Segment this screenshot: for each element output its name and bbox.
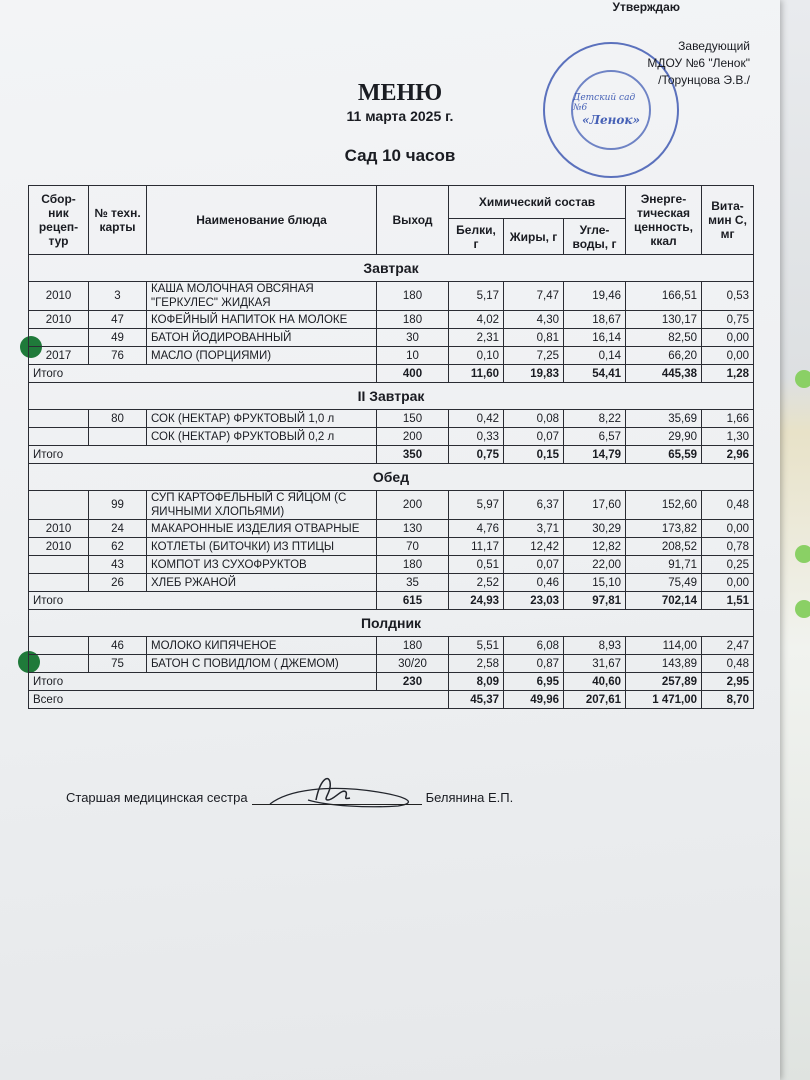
table-row <box>29 520 754 538</box>
total-energy: 257,89 <box>626 673 702 691</box>
cell-sbornik <box>29 574 89 592</box>
cell-output: 200 <box>377 491 449 520</box>
cell-carbs: 16,14 <box>564 329 626 347</box>
cell-tech-card: 62 <box>89 538 147 556</box>
signer-role: Старшая медицинская сестра <box>66 790 248 805</box>
total-energy: 65,59 <box>626 446 702 464</box>
cell-dish-name: КАША МОЛОЧНАЯ ОВСЯНАЯ "ГЕРКУЛЕС" ЖИДКАЯ <box>147 282 377 311</box>
table-row <box>29 428 754 446</box>
table-row <box>29 282 754 311</box>
cell-sbornik <box>29 329 89 347</box>
cell-fat: 7,47 <box>504 282 564 311</box>
cell-energy: 66,20 <box>626 347 702 365</box>
total-label: Итого <box>29 673 377 691</box>
table-row <box>29 347 754 365</box>
cell-protein: 4,76 <box>449 520 504 538</box>
cell-tech-card: 76 <box>89 347 147 365</box>
grand-total-row <box>29 691 754 709</box>
cell-fat: 0,46 <box>504 574 564 592</box>
cell-sbornik: 2010 <box>29 538 89 556</box>
grand-total-fat: 49,96 <box>504 691 564 709</box>
total-energy: 702,14 <box>626 592 702 610</box>
cell-protein: 2,58 <box>449 655 504 673</box>
total-fat: 0,15 <box>504 446 564 464</box>
cell-carbs: 8,22 <box>564 410 626 428</box>
col-vitamin: Вита-мин С, мг <box>702 186 754 255</box>
cell-protein: 0,51 <box>449 556 504 574</box>
cell-energy: 82,50 <box>626 329 702 347</box>
cell-tech-card: 46 <box>89 637 147 655</box>
cell-sbornik <box>29 655 89 673</box>
cell-tech-card: 3 <box>89 282 147 311</box>
cell-carbs: 18,67 <box>564 311 626 329</box>
cell-protein: 5,51 <box>449 637 504 655</box>
cell-dish-name: БАТОН С ПОВИДЛОМ ( ДЖЕМОМ) <box>147 655 377 673</box>
cell-energy: 29,90 <box>626 428 702 446</box>
cell-dish-name: СУП КАРТОФЕЛЬНЫЙ С ЯЙЦОМ (С ЯИЧНЫМИ ХЛОПЬЯМИ) <box>147 491 377 520</box>
cell-energy: 166,51 <box>626 282 702 311</box>
stamp-line-2: «Ленок» <box>581 113 641 127</box>
cell-vitamin: 0,00 <box>702 574 754 592</box>
cell-output: 35 <box>377 574 449 592</box>
total-output: 615 <box>377 592 449 610</box>
table-body <box>29 255 754 709</box>
cell-energy: 152,60 <box>626 491 702 520</box>
total-carbs: 54,41 <box>564 365 626 383</box>
cell-carbs: 15,10 <box>564 574 626 592</box>
total-row <box>29 592 754 610</box>
section-header <box>29 255 754 282</box>
cell-vitamin: 0,48 <box>702 655 754 673</box>
cell-carbs: 0,14 <box>564 347 626 365</box>
table-header <box>29 186 754 255</box>
cell-fat: 0,08 <box>504 410 564 428</box>
cell-sbornik <box>29 410 89 428</box>
cell-sbornik <box>29 637 89 655</box>
approver-name: /Торунцова Э.В./ <box>658 73 750 87</box>
cell-vitamin: 0,53 <box>702 282 754 311</box>
total-protein: 0,75 <box>449 446 504 464</box>
total-carbs: 14,79 <box>564 446 626 464</box>
col-fat: Жиры, г <box>504 219 564 255</box>
cell-sbornik: 2010 <box>29 282 89 311</box>
cell-output: 30/20 <box>377 655 449 673</box>
cell-protein: 4,02 <box>449 311 504 329</box>
cell-sbornik: 2017 <box>29 347 89 365</box>
cell-output: 30 <box>377 329 449 347</box>
cell-output: 180 <box>377 556 449 574</box>
total-label: Итого <box>29 592 377 610</box>
cell-fat: 12,42 <box>504 538 564 556</box>
section-title: Завтрак <box>29 255 754 282</box>
grand-total-energy: 1 471,00 <box>626 691 702 709</box>
cell-energy: 114,00 <box>626 637 702 655</box>
cell-dish-name: БАТОН ЙОДИРОВАННЫЙ <box>147 329 377 347</box>
background-wall <box>775 0 810 1080</box>
cell-sbornik <box>29 491 89 520</box>
cell-output: 70 <box>377 538 449 556</box>
page-title: МЕНЮ <box>357 80 443 106</box>
cell-tech-card: 43 <box>89 556 147 574</box>
cell-energy: 143,89 <box>626 655 702 673</box>
table-row <box>29 410 754 428</box>
total-output: 230 <box>377 673 449 691</box>
total-row <box>29 365 754 383</box>
cell-dish-name: ХЛЕБ РЖАНОЙ <box>147 574 377 592</box>
col-chem-group: Химический состав <box>449 186 626 219</box>
cell-dish-name: КОФЕЙНЫЙ НАПИТОК НА МОЛОКЕ <box>147 311 377 329</box>
table-row <box>29 556 754 574</box>
menu-table <box>28 185 754 709</box>
total-vitamin: 1,51 <box>702 592 754 610</box>
menu-date: 11 марта 2025 г. <box>346 108 454 124</box>
total-label: Итого <box>29 446 377 464</box>
total-protein: 11,60 <box>449 365 504 383</box>
cell-dish-name: СОК (НЕКТАР) ФРУКТОВЫЙ 1,0 л <box>147 410 377 428</box>
total-carbs: 97,81 <box>564 592 626 610</box>
grand-total-protein: 45,37 <box>449 691 504 709</box>
cell-energy: 75,49 <box>626 574 702 592</box>
cell-vitamin: 0,00 <box>702 520 754 538</box>
cell-fat: 0,87 <box>504 655 564 673</box>
cell-vitamin: 0,00 <box>702 329 754 347</box>
cell-protein: 2,31 <box>449 329 504 347</box>
decor-bead <box>795 545 810 563</box>
col-sbornik: Сбор-ник рецеп-тур <box>29 186 89 255</box>
cell-tech-card: 47 <box>89 311 147 329</box>
cell-protein: 2,52 <box>449 574 504 592</box>
grand-total-label: Всего <box>29 691 449 709</box>
cell-dish-name: КОМПОТ ИЗ СУХОФРУКТОВ <box>147 556 377 574</box>
grand-total-carbs: 207,61 <box>564 691 626 709</box>
cell-output: 180 <box>377 637 449 655</box>
signature-line <box>66 790 513 805</box>
total-label: Итого <box>29 365 377 383</box>
cell-vitamin: 0,00 <box>702 347 754 365</box>
cell-carbs: 6,57 <box>564 428 626 446</box>
section-header <box>29 464 754 491</box>
total-vitamin: 2,96 <box>702 446 754 464</box>
table-row <box>29 574 754 592</box>
cell-energy: 208,52 <box>626 538 702 556</box>
cell-dish-name: КОТЛЕТЫ (БИТОЧКИ) ИЗ ПТИЦЫ <box>147 538 377 556</box>
cell-vitamin: 0,25 <box>702 556 754 574</box>
col-output: Выход <box>377 186 449 255</box>
col-dish-name: Наименование блюда <box>147 186 377 255</box>
cell-tech-card <box>89 428 147 446</box>
cell-vitamin: 0,75 <box>702 311 754 329</box>
cell-carbs: 19,46 <box>564 282 626 311</box>
cell-fat: 0,07 <box>504 556 564 574</box>
cell-dish-name: МОЛОКО КИПЯЧЕНОЕ <box>147 637 377 655</box>
cell-protein: 0,10 <box>449 347 504 365</box>
cell-protein: 0,33 <box>449 428 504 446</box>
total-row <box>29 446 754 464</box>
cell-fat: 6,08 <box>504 637 564 655</box>
cell-dish-name: СОК (НЕКТАР) ФРУКТОВЫЙ 0,2 л <box>147 428 377 446</box>
col-protein: Белки, г <box>449 219 504 255</box>
decor-bead <box>795 370 810 388</box>
cell-protein: 11,17 <box>449 538 504 556</box>
cell-tech-card: 26 <box>89 574 147 592</box>
cell-vitamin: 0,48 <box>702 491 754 520</box>
total-fat: 19,83 <box>504 365 564 383</box>
table-row <box>29 655 754 673</box>
cell-tech-card: 49 <box>89 329 147 347</box>
total-protein: 24,93 <box>449 592 504 610</box>
menu-subtitle: Сад 10 часов <box>344 146 456 165</box>
cell-output: 180 <box>377 311 449 329</box>
cell-fat: 0,07 <box>504 428 564 446</box>
section-header <box>29 610 754 637</box>
approver-block <box>600 38 750 89</box>
total-carbs: 40,60 <box>564 673 626 691</box>
cell-energy: 130,17 <box>626 311 702 329</box>
cell-sbornik: 2010 <box>29 311 89 329</box>
cell-carbs: 31,67 <box>564 655 626 673</box>
col-carbs: Угле-воды, г <box>564 219 626 255</box>
signer-name: Белянина Е.П. <box>425 790 514 805</box>
section-header <box>29 383 754 410</box>
cell-energy: 91,71 <box>626 556 702 574</box>
section-title: Полдник <box>29 610 754 637</box>
total-output: 400 <box>377 365 449 383</box>
signature-underline <box>252 790 422 805</box>
cell-output: 130 <box>377 520 449 538</box>
cell-vitamin: 1,30 <box>702 428 754 446</box>
total-fat: 23,03 <box>504 592 564 610</box>
cell-sbornik: 2010 <box>29 520 89 538</box>
table-row <box>29 637 754 655</box>
approve-label: Утверждаю <box>612 0 680 14</box>
cell-carbs: 8,93 <box>564 637 626 655</box>
cell-protein: 5,17 <box>449 282 504 311</box>
cell-tech-card: 24 <box>89 520 147 538</box>
cell-dish-name: МАСЛО (ПОРЦИЯМИ) <box>147 347 377 365</box>
cell-carbs: 17,60 <box>564 491 626 520</box>
section-title: Обед <box>29 464 754 491</box>
cell-fat: 3,71 <box>504 520 564 538</box>
table-row <box>29 538 754 556</box>
table-row <box>29 491 754 520</box>
table-row <box>29 329 754 347</box>
cell-fat: 4,30 <box>504 311 564 329</box>
total-energy: 445,38 <box>626 365 702 383</box>
cell-output: 10 <box>377 347 449 365</box>
decor-bead <box>795 600 810 618</box>
cell-energy: 173,82 <box>626 520 702 538</box>
stamp-line-1: Детский сад №6 <box>573 93 636 113</box>
total-row <box>29 673 754 691</box>
total-vitamin: 2,95 <box>702 673 754 691</box>
cell-output: 180 <box>377 282 449 311</box>
cell-sbornik <box>29 428 89 446</box>
cell-dish-name: МАКАРОННЫЕ ИЗДЕЛИЯ ОТВАРНЫЕ <box>147 520 377 538</box>
cell-fat: 6,37 <box>504 491 564 520</box>
cell-protein: 0,42 <box>449 410 504 428</box>
total-fat: 6,95 <box>504 673 564 691</box>
cell-output: 200 <box>377 428 449 446</box>
cell-tech-card: 99 <box>89 491 147 520</box>
cell-sbornik <box>29 556 89 574</box>
cell-fat: 0,81 <box>504 329 564 347</box>
col-energy: Энерге-тическая ценность, ккал <box>626 186 702 255</box>
cell-tech-card: 80 <box>89 410 147 428</box>
cell-vitamin: 2,47 <box>702 637 754 655</box>
cell-fat: 7,25 <box>504 347 564 365</box>
total-protein: 8,09 <box>449 673 504 691</box>
approver-position: Заведующий <box>678 39 750 53</box>
col-tech-card: № техн. карты <box>89 186 147 255</box>
cell-tech-card: 75 <box>89 655 147 673</box>
cell-output: 150 <box>377 410 449 428</box>
cell-carbs: 22,00 <box>564 556 626 574</box>
cell-protein: 5,97 <box>449 491 504 520</box>
table-row <box>29 311 754 329</box>
cell-vitamin: 0,78 <box>702 538 754 556</box>
section-title: II Завтрак <box>29 383 754 410</box>
cell-carbs: 12,82 <box>564 538 626 556</box>
cell-vitamin: 1,66 <box>702 410 754 428</box>
cell-carbs: 30,29 <box>564 520 626 538</box>
approver-org: МДОУ №6 "Ленок" <box>647 56 750 70</box>
total-vitamin: 1,28 <box>702 365 754 383</box>
cell-energy: 35,69 <box>626 410 702 428</box>
grand-total-vitamin: 8,70 <box>702 691 754 709</box>
total-output: 350 <box>377 446 449 464</box>
